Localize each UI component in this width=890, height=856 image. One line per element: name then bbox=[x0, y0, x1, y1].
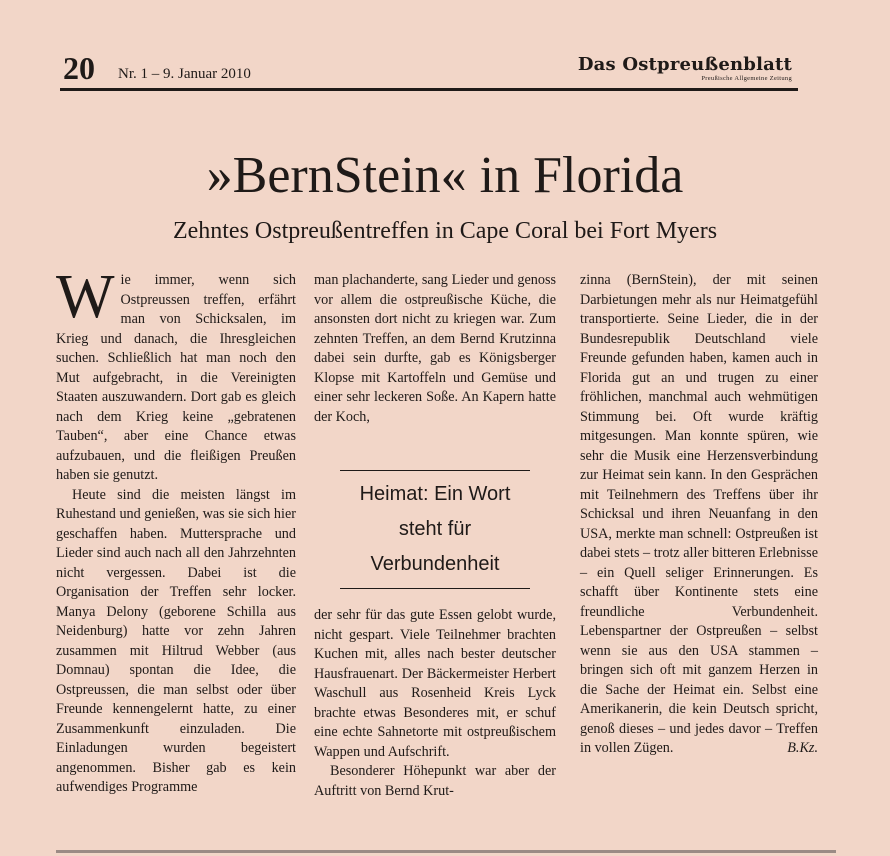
paragraph: der sehr für das gute Essen gelobt wurde, nicht gespart. Viele Teilnehmer brachten Kuchen mit, alles nach bester deutscher Hausfrauenart. Der Bäckermeister Herbert Waschull aus Rosenheid Kreis Lyck brachte etwas Besonderes mit, er schuf eine echte Sahnetorte mit ostpreußischem Wappen und Aufschrift. bbox=[314, 607, 556, 760]
column-1 bbox=[56, 263, 296, 798]
column-3 bbox=[580, 271, 818, 759]
pull-quote-text: Heimat: Ein Wort steht für Verbundenheit bbox=[359, 483, 511, 575]
column-2 bbox=[314, 271, 556, 427]
pull-quote-rule-bottom bbox=[340, 588, 530, 589]
paragraph bbox=[580, 271, 818, 759]
header-rule bbox=[60, 88, 798, 91]
page-header bbox=[60, 48, 798, 92]
paragraph: Besonderer Höhepunkt war aber der Auftritt von Bernd Krut- bbox=[314, 763, 556, 799]
paragraph-text: ie immer, wenn sich Ostpreussen treffen, erfährt man von Schicksalen, im Krieg und danach, die Ihresgleichen suchen. Schließlich hat man noch den Mut aufgebracht, in die Vereinigten Staaten auszuwandern. Dort gab es gleich nach dem Krieg keine „gebratenen Tauben“, aber eine Chance etwas aufzubauen, und die fleißigen Preußen haben sie genutzt. bbox=[56, 272, 296, 483]
column-2-continued bbox=[314, 606, 556, 801]
paragraph-text: zinna (BernStein), der mit seinen Darbietungen mehr als nur Heimatgefühl transportierte. Seine Lieder, die in der Bundesrepublik Deutschland viele Freunde gefunden haben, kamen auch in Florida gut an und trugen zu einer fröhlichen, manchmal auch wehmütigen Stimmung bei. Oft wurde kräftig mitgesungen. Man konnte spüren, wie sehr die Musik eine Herzensverbindung zur Heimat sein kann. In den Gesprächen mit Teilnehmern des Treffens über ihr Schicksal und ihren Neuanfang in den USA, merkte man schnell: Ostpreußen ist dabei stets – trotz aller bitteren Erlebnisse – ein Quell seliger Erinnerungen. Es schafft über Kontinente stets eine freundliche Verbundenheit. Lebenspartner der Ostpreußen – selbst wenn sie aus den USA stammen – bringen sich oft mit ganzem Herzen in die Sache der Heimat ein. Selbst eine Amerikanerin, die kein Deutsch spricht, genoß dieses – und jedes davor – Treffen in vollen Zügen. bbox=[580, 272, 818, 756]
article-headline: »BernStein« in Florida bbox=[206, 147, 684, 204]
paragraph bbox=[56, 263, 296, 486]
masthead-subtitle: Preußische Allgemeine Zeitung bbox=[701, 75, 792, 82]
masthead bbox=[578, 54, 792, 82]
pull-quote bbox=[340, 470, 530, 589]
drop-cap: W bbox=[56, 263, 115, 331]
bottom-edge bbox=[56, 850, 836, 853]
article-subheadline: Zehntes Ostpreußentreffen in Cape Coral bei Fort Myers bbox=[172, 218, 718, 244]
page-number: 20 bbox=[63, 50, 95, 86]
issue-date: Nr. 1 – 9. Januar 2010 bbox=[118, 66, 251, 82]
masthead-title: Das Ostpreußenblatt bbox=[577, 54, 792, 75]
paragraph: Heute sind die meisten längst im Ruhestand und genießen, was sie sich hier geschaffen haben. Muttersprache und Lieder sind auch nach all den Jahrzehnten nicht vergessen. Dabei ist die Organisation der Treffen sehr locker. Manya Delony (geborene Schilla aus Neidenburg) hatte vor zehn Jahren zusammen mit Hiltrud Webber (aus Domnau) spontan die Idee, die Ostpreussen, die man selbst oder über Freunde kennengelernt hatte, zu einer Zusammenkunft einzuladen. Die Einladungen wurden begeistert angenommen. Bisher gab es kein aufwendiges Programme bbox=[56, 486, 296, 795]
author-signature: B.Kz. bbox=[787, 740, 818, 756]
paragraph: man plachanderte, sang Lieder und genoss vor allem die ostpreußische Küche, die ansonsten dort nicht zu kriegen war. Zum zehnten Treffen, an dem Bernd Krutzinna dabei sein durfte, gab es Königsberger Klopse mit Kartoffeln und Gemüse und einer sehr leckeren Soße. An Kapern hatte der Koch, bbox=[314, 272, 556, 425]
